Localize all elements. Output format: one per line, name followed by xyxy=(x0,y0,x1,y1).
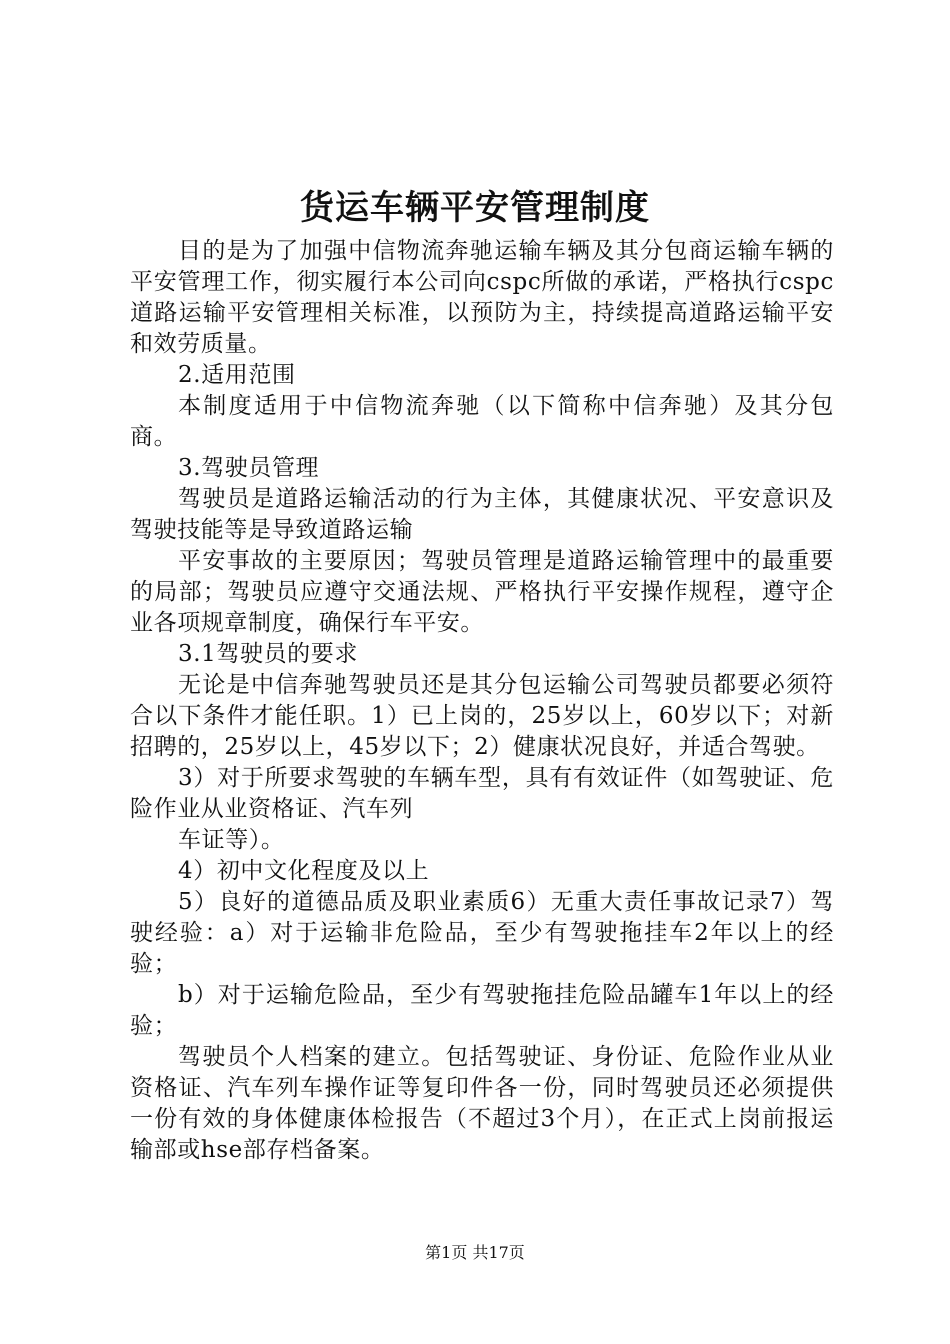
paragraph-education: 4）初中文化程度及以上 xyxy=(178,858,430,884)
heading-driver-requirements: 3.1驾驶员的要求 xyxy=(178,641,358,667)
paragraph-driver-safety: 平安事故的主要原因；驾驶员管理是道路运输管理中的最重要的局部；驾驶员应遵守交通法规、严格执行平安操作规程，遵守企业各项规章制度，确保行车平安。 xyxy=(130,548,834,636)
page-number: 第1页 共17页 xyxy=(425,1243,525,1262)
paragraph-driver-role: 驾驶员是道路运输活动的行为主体，其健康状况、平安意识及驾驶技能等是导致道路运输 xyxy=(130,486,834,543)
paragraph-license-cont: 车证等）。 xyxy=(178,827,285,853)
paragraph-license: 3）对于所要求驾驶的车辆车型，具有有效证件（如驾驶证、危险作业从业资格证、汽车列 xyxy=(130,765,834,822)
document-title: 货运车辆平安管理制度 xyxy=(300,188,650,228)
paragraph-scope: 本制度适用于中信物流奔驰（以下简称中信奔驰）及其分包商。 xyxy=(130,393,834,450)
paragraph-requirements: 无论是中信奔驰驾驶员还是其分包运输公司驾驶员都要必须符合以下条件才能任职。1）已上岗的，25岁以上，60岁以下；对新招聘的，25岁以上，45岁以下；2）健康状况良好，并适合驾驶。 xyxy=(130,672,834,760)
heading-driver-management: 3.驾驶员管理 xyxy=(178,455,320,481)
paragraph-driver-records: 驾驶员个人档案的建立。包括驾驶证、身份证、危险作业从业资格证、汽车列车操作证等复印件各一份，同时驾驶员还必须提供一份有效的身体健康体检报告（不超过3个月），在正式上岗前报运输部或hse部存档备案。 xyxy=(130,1044,834,1163)
document-body xyxy=(130,236,834,1166)
heading-scope: 2.适用范围 xyxy=(178,362,296,388)
paragraph-hazmat-experience: b）对于运输危险品，至少有驾驶拖挂危险品罐车1年以上的经验； xyxy=(130,982,834,1039)
paragraph-experience: 5）良好的道德品质及职业素质6）无重大责任事故记录7）驾驶经验：a）对于运输非危险品，至少有驾驶拖挂车2年以上的经验； xyxy=(130,889,834,977)
paragraph-purpose: 目的是为了加强中信物流奔驰运输车辆及其分包商运输车辆的平安管理工作，彻实履行本公司向cspc所做的承诺，严格执行cspc道路运输平安管理相关标准，以预防为主，持续提高道路运输平安和效劳质量。 xyxy=(130,238,834,357)
